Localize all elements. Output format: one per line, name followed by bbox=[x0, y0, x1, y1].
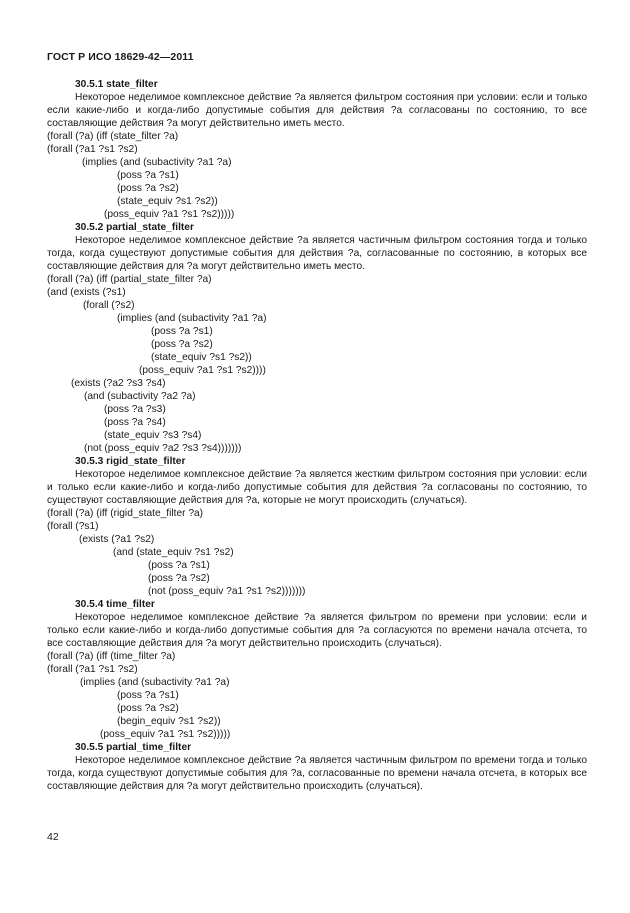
formula-line: (poss ?a ?s2) bbox=[117, 183, 179, 194]
section-heading: 30.5.1 state_filter bbox=[75, 79, 158, 90]
formula-line: (poss_equiv ?a1 ?s1 ?s2))))) bbox=[100, 729, 231, 740]
formula-line: (not (poss_equiv ?a2 ?s3 ?s4))))))) bbox=[84, 443, 242, 454]
formula-line: (forall (?a1 ?s1 ?s2) bbox=[47, 664, 138, 675]
formula-line: (implies (and (subactivity ?a1 ?a) bbox=[80, 677, 230, 688]
formula-line: (implies (and (subactivity ?a1 ?a) bbox=[117, 313, 267, 324]
formula-line: (forall (?a) (iff (state_filter ?a) bbox=[47, 131, 179, 142]
formula-line: (exists (?a2 ?s3 ?s4) bbox=[71, 378, 166, 389]
section-heading: 30.5.5 partial_time_filter bbox=[75, 742, 192, 753]
formula-line: (poss ?a ?s4) bbox=[104, 417, 166, 428]
formula-line: (poss_equiv ?a1 ?s1 ?s2)))) bbox=[139, 365, 266, 376]
paragraph: Некоторое неделимое комплексное действие ?a является фильтром по времени при условии: если и только если какие-либо и когда-либо допустимые события для ?a согласуются по времени начала отсчета, то все составляющие действия для ?a могут действительно происходить (случаться). bbox=[47, 612, 587, 649]
formula-line: (poss ?a ?s3) bbox=[104, 404, 166, 415]
section-heading: 30.5.4 time_filter bbox=[75, 599, 155, 610]
formula-line: (forall (?a) (iff (time_filter ?a) bbox=[47, 651, 176, 662]
formula-line: (forall (?s1) bbox=[47, 521, 99, 532]
formula-line: (forall (?a) (iff (partial_state_filter ?a) bbox=[47, 274, 212, 285]
formula-line: (and (state_equiv ?s1 ?s2) bbox=[113, 547, 234, 558]
paragraph: Некоторое неделимое комплексное действие ?a является жестким фильтром состояния при условии: если и только если какие-либо и когда-либо допустимые события для действия ?a согласованы по состоянию, то существуют составляющие действия для ?a, которые не могут происходить (случаться). bbox=[47, 469, 587, 506]
paragraph: Некоторое неделимое комплексное действие ?a является частичным фильтром по времени тогда и только тогда, когда существуют допустимые события для ?a, согласованные по времени начала отсчета, в которых все составляющие действия для ?a могут действительно происходить (случаться). bbox=[47, 755, 587, 792]
formula-line: (poss ?a ?s1) bbox=[151, 326, 213, 337]
formula-line: (poss_equiv ?a1 ?s1 ?s2))))) bbox=[104, 209, 235, 220]
formula-line: (implies (and (subactivity ?a1 ?a) bbox=[82, 157, 232, 168]
page-header: ГОСТ Р ИСО 18629-42—2011 bbox=[47, 51, 194, 63]
formula-line: (begin_equiv ?s1 ?s2)) bbox=[117, 716, 221, 727]
formula-line: (and (subactivity ?a2 ?a) bbox=[84, 391, 196, 402]
formula-line: (state_equiv ?s1 ?s2)) bbox=[117, 196, 218, 207]
page-number: 42 bbox=[47, 831, 59, 843]
formula-line: (state_equiv ?s3 ?s4) bbox=[104, 430, 202, 441]
formula-line: (exists (?a1 ?s2) bbox=[79, 534, 155, 545]
formula-line: (forall (?s2) bbox=[83, 300, 135, 311]
paragraph: Некоторое неделимое комплексное действие ?a является фильтром состояния при условии: если и только если какие-либо и когда-либо допустимые события для действия ?a согласованы по состоянию, то все составляющие действия ?a могут действительно иметь место. bbox=[47, 92, 587, 129]
paragraph: Некоторое неделимое комплексное действие ?a является частичным фильтром состояния тогда и только тогда, когда существуют допустимые события для действия ?a, согласованные по состоянию, в которых все составляющие действия для ?a могут действительно иметь место. bbox=[47, 235, 587, 272]
formula-line: (poss ?a ?s1) bbox=[148, 560, 210, 571]
formula-line: (not (poss_equiv ?a1 ?s1 ?s2))))))) bbox=[148, 586, 306, 597]
formula-line: (poss ?a ?s1) bbox=[117, 690, 179, 701]
formula-line: (forall (?a1 ?s1 ?s2) bbox=[47, 144, 138, 155]
formula-line: (poss ?a ?s2) bbox=[151, 339, 213, 350]
document-body bbox=[47, 78, 587, 793]
formula-line: (poss ?a ?s2) bbox=[117, 703, 179, 714]
formula-line: (state_equiv ?s1 ?s2)) bbox=[151, 352, 252, 363]
section-heading: 30.5.3 rigid_state_filter bbox=[75, 456, 186, 467]
formula-line: (and (exists (?s1) bbox=[47, 287, 126, 298]
section-heading: 30.5.2 partial_state_filter bbox=[75, 222, 194, 233]
formula-line: (poss ?a ?s2) bbox=[148, 573, 210, 584]
formula-line: (poss ?a ?s1) bbox=[117, 170, 179, 181]
formula-line: (forall (?a) (iff (rigid_state_filter ?a) bbox=[47, 508, 204, 519]
